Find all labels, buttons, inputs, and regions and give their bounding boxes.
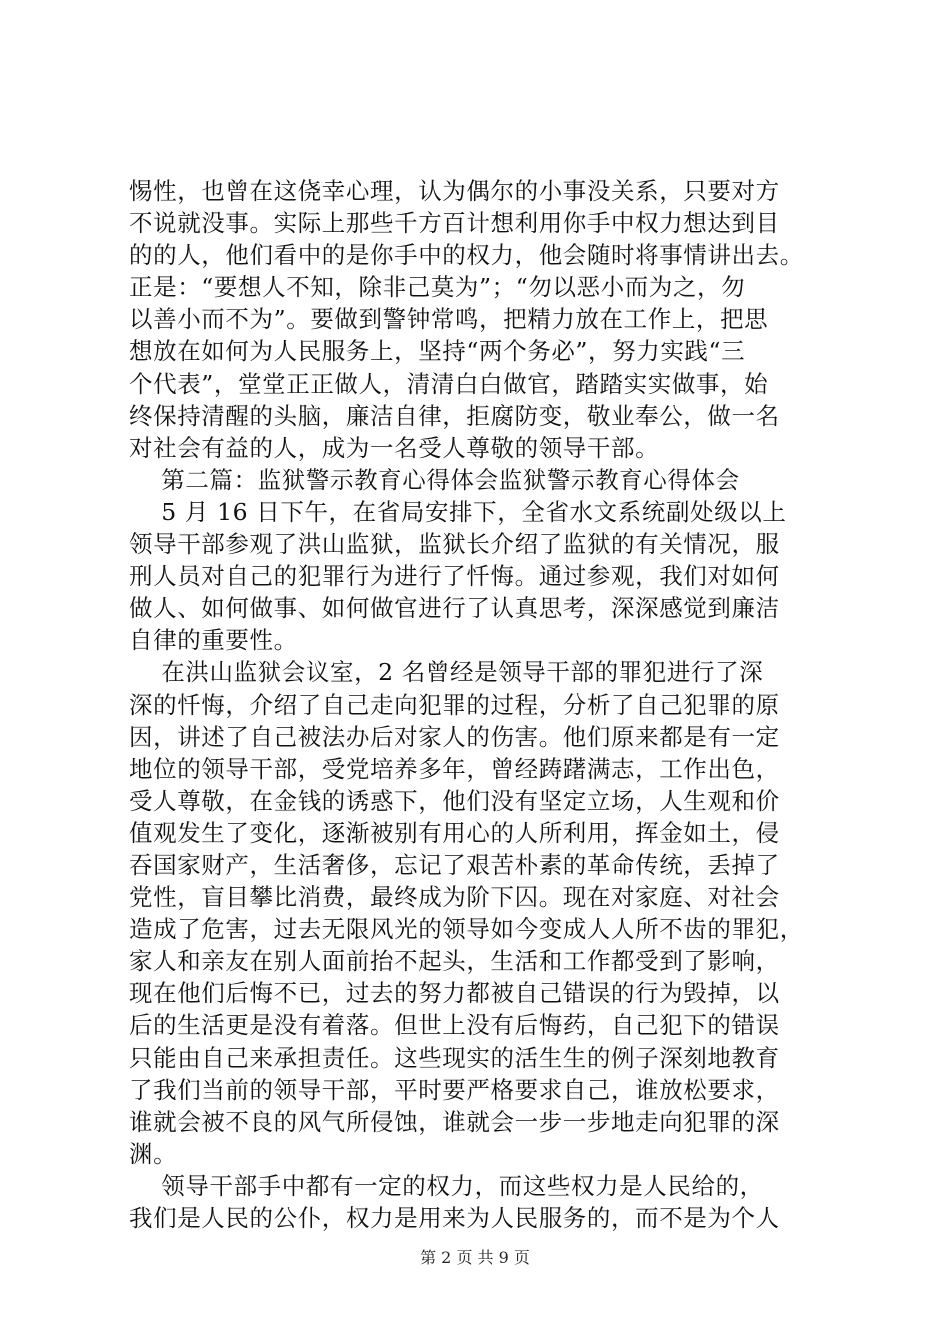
text-line: 地位的领导干部，受党培养多年，曾经踌躇满志，工作出色， xyxy=(129,754,780,783)
text-line: 想放在如何为人民服务上，坚持“两个务必”，努力实践“三 xyxy=(129,337,746,366)
text-line: 终保持清醒的头脑，廉洁自律，拒腐防变，敬业奉公，做一名 xyxy=(129,401,780,430)
text-line: 受人尊敬，在金钱的诱惑下，他们没有坚定立场，人生观和价 xyxy=(129,786,780,815)
document-body xyxy=(129,175,829,1234)
text-line: 家人和亲友在别人面前抬不起头，生活和工作都受到了影响， xyxy=(129,947,780,976)
text-line: 自律的重要性。 xyxy=(129,626,298,655)
text-line: 现在他们后悔不已，过去的努力都被自己错误的行为毁掉，以 xyxy=(129,979,780,1008)
text-line: 个代表”，堂堂正正做人，清清白白做官，踏踏实实做事，始 xyxy=(129,369,769,398)
text-line: 5 月 16 日下午，在省局安排下，全省水文系统副处级以上 xyxy=(129,497,787,526)
text-line: 在洪山监狱会议室，2 名曾经是领导干部的罪犯进行了深 xyxy=(129,658,764,687)
text-line: 谁就会被不良的风气所侵蚀，谁就会一步一步地走向犯罪的深 xyxy=(129,1107,780,1136)
text-line: 吞国家财产，生活奢侈，忘记了艰苦朴素的革命传统，丢掉了 xyxy=(129,850,780,879)
page-number-footer: 第 2 页 共 9 页 xyxy=(420,1248,530,1267)
text-line: 惕性，也曾在这侥幸心理，认为偶尔的小事没关系，只要对方 xyxy=(129,177,780,205)
text-line: 我们是人民的公仆，权力是用来为人民服务的，而不是为个人 xyxy=(129,1204,780,1232)
text-line: 领导干部参观了洪山监狱，监狱长介绍了监狱的有关情况，服 xyxy=(129,530,780,559)
text-line: 因，讲述了自己被法办后对家人的伤害。他们原来都是有一定 xyxy=(129,722,780,751)
text-line: 了我们当前的领导干部，平时要严格要求自己，谁放松要求， xyxy=(129,1075,780,1104)
text-line: 不说就没事。实际上那些千方百计想利用你手中权力想达到目 xyxy=(129,209,780,238)
text-line: 正是：“要想人不知，除非己莫为”；“勿以恶小而为之，勿 xyxy=(129,273,746,302)
text-line: 的的人，他们看中的是你手中的权力，他会随时将事情讲出去。 xyxy=(129,241,804,270)
text-line: 值观发生了变化，逐渐被别有用心的人所利用，挥金如土，侵 xyxy=(129,818,780,847)
text-line: 做人、如何做事、如何做官进行了认真思考，深深感觉到廉洁 xyxy=(129,594,780,623)
text-line: 领导干部手中都有一定的权力，而这些权力是人民给的， xyxy=(129,1171,764,1200)
text-line: 造成了危害，过去无限风光的领导如今变成人人所不齿的罪犯， xyxy=(129,915,804,944)
text-line: 第二篇：监狱警示教育心得体会监狱警示教育心得体会 xyxy=(129,465,740,494)
text-line: 党性，盲目攀比消费，最终成为阶下囚。现在对家庭、对社会 xyxy=(129,883,780,912)
text-line: 以善小而不为”。要做到警钟常鸣，把精力放在工作上，把思 xyxy=(129,305,769,334)
text-line: 深的忏悔，介绍了自己走向犯罪的过程，分析了自己犯罪的原 xyxy=(129,690,780,719)
text-line: 对社会有益的人，成为一名受人尊敬的领导干部。 xyxy=(129,433,660,462)
text-line: 只能由自己来承担责任。这些现实的活生生的例子深刻地教育 xyxy=(129,1043,780,1072)
text-line: 后的生活更是没有着落。但世上没有后悔药，自己犯下的错误 xyxy=(129,1011,780,1040)
text-line: 渊。 xyxy=(129,1139,178,1168)
text-line: 刑人员对自己的犯罪行为进行了忏悔。通过参观，我们对如何 xyxy=(129,562,780,591)
